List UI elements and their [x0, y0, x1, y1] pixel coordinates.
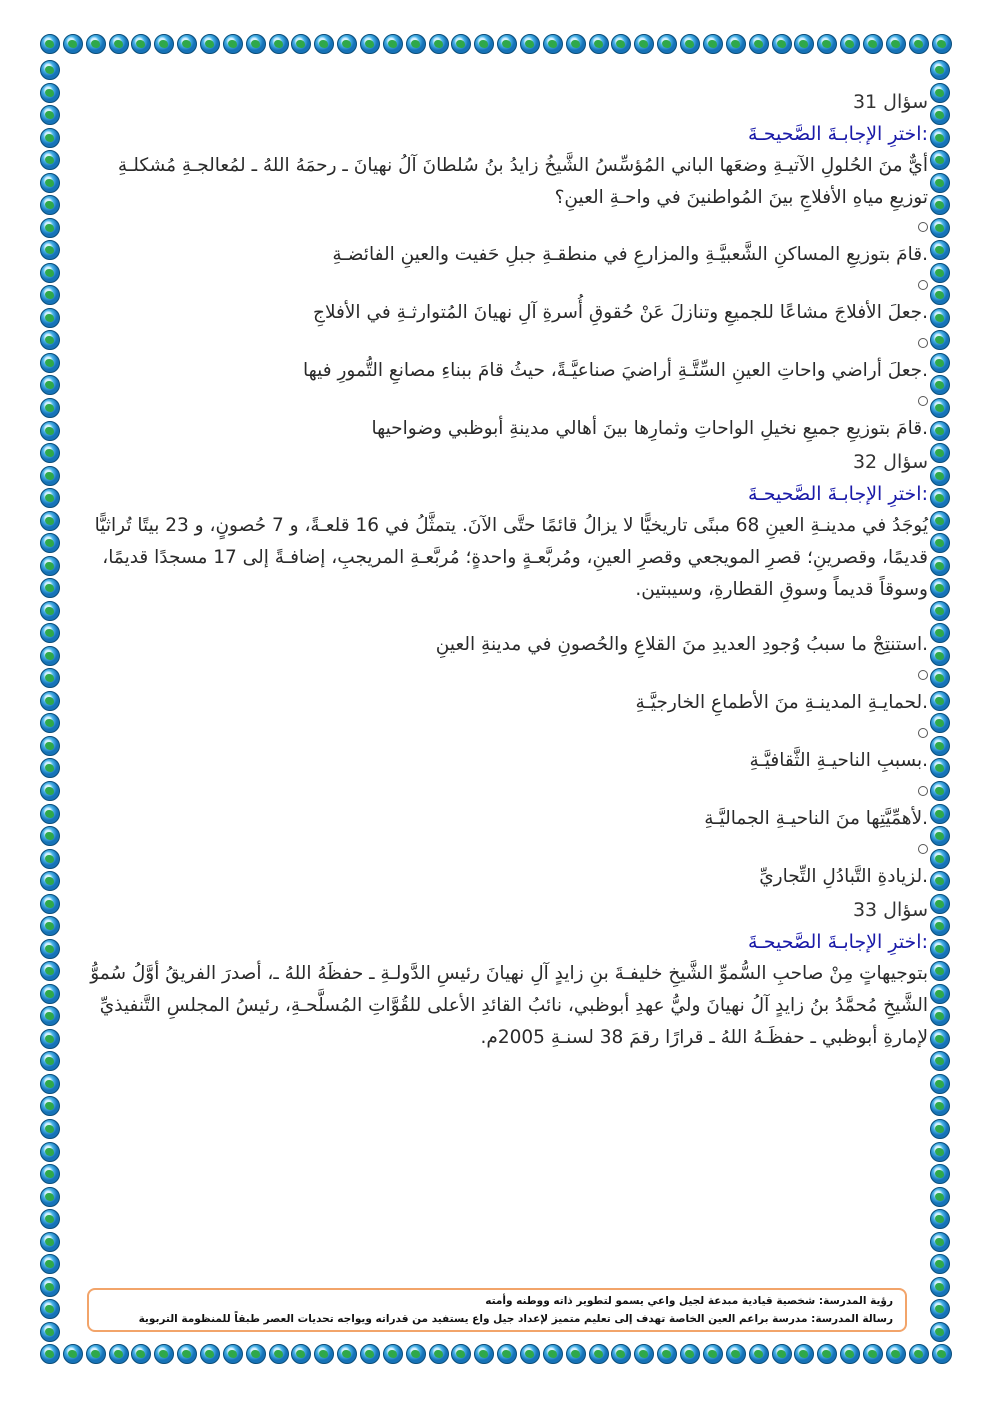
globe-icon	[337, 1344, 357, 1364]
globe-icon	[930, 646, 950, 666]
globe-icon	[930, 1209, 950, 1229]
globe-icon	[886, 1344, 906, 1364]
globe-icon	[657, 34, 677, 54]
globe-icon	[40, 398, 60, 418]
globe-icon	[40, 488, 60, 508]
globe-icon	[680, 1344, 700, 1364]
globe-icon	[611, 1344, 631, 1364]
globe-icon	[40, 1187, 60, 1207]
globe-icon	[909, 34, 929, 54]
globe-icon	[930, 150, 950, 170]
globe-icon	[930, 240, 950, 260]
globe-icon	[474, 1344, 494, 1364]
globe-icon	[930, 195, 950, 215]
globe-icon	[930, 691, 950, 711]
globe-icon	[109, 1344, 129, 1364]
school-footer	[87, 1288, 907, 1332]
globe-icon	[40, 1232, 60, 1252]
globe-icon	[40, 623, 60, 643]
globe-icon	[200, 34, 220, 54]
globe-icon	[40, 1299, 60, 1319]
option-radio[interactable]	[80, 220, 928, 238]
globe-icon	[680, 34, 700, 54]
globe-icon	[930, 601, 950, 621]
globe-icon	[863, 34, 883, 54]
globe-icon	[40, 83, 60, 103]
globe-icon	[930, 1232, 950, 1252]
globe-icon	[40, 1254, 60, 1274]
globe-icon	[930, 713, 950, 733]
question-instruction: :اخترِ الإجابـةَ الصَّحيحـةَ	[748, 123, 928, 145]
globe-icon	[772, 34, 792, 54]
globe-icon	[383, 1344, 403, 1364]
globe-icon	[930, 1254, 950, 1274]
globe-icon	[177, 34, 197, 54]
question-instruction: :اخترِ الإجابـةَ الصَّحيحـةَ	[748, 931, 928, 953]
globe-icon	[40, 984, 60, 1004]
globe-icon	[930, 218, 950, 238]
globe-icon	[40, 758, 60, 778]
globe-icon	[930, 939, 950, 959]
globe-icon	[246, 1344, 266, 1364]
globe-icon	[930, 330, 950, 350]
globe-icon	[703, 1344, 723, 1364]
globe-icon	[930, 1142, 950, 1162]
globe-icon	[40, 849, 60, 869]
globe-icon	[40, 578, 60, 598]
globe-icon	[40, 511, 60, 531]
globe-icon	[360, 1344, 380, 1364]
globe-icon	[40, 1322, 60, 1342]
globe-icon	[589, 1344, 609, 1364]
globe-icon	[40, 668, 60, 688]
globe-icon	[177, 1344, 197, 1364]
globe-icon	[930, 1029, 950, 1049]
globe-icon	[930, 849, 950, 869]
globe-icon	[40, 1074, 60, 1094]
globe-icon	[930, 668, 950, 688]
globe-icon	[930, 1322, 950, 1342]
globe-icon	[40, 894, 60, 914]
globe-icon	[817, 1344, 837, 1364]
globe-icon	[930, 443, 950, 463]
option-radio[interactable]	[80, 726, 928, 744]
option-radio[interactable]	[80, 394, 928, 412]
globe-icon	[930, 871, 950, 891]
globe-icon	[932, 1344, 952, 1364]
globe-icon	[930, 1119, 950, 1139]
globe-icon	[40, 195, 60, 215]
globe-icon	[930, 533, 950, 553]
globe-icon	[40, 285, 60, 305]
globe-icon	[40, 1119, 60, 1139]
globe-icon	[40, 128, 60, 148]
globe-icon	[40, 375, 60, 395]
globe-icon	[40, 240, 60, 260]
globe-icon	[930, 173, 950, 193]
border-left	[40, 60, 62, 1342]
globe-icon	[634, 1344, 654, 1364]
question-stem: يُوجَدُ في مدينـةِ العينِ 68 مبنًى تاريخيًّا لا يزالُ قائمًا حتَّى الآنَ. يتمثَّلُ في 16 قلعـةً، و 7 حُصونٍ، و 23 بيتًا تُراثيًّا قديمًا، وقصرينِ؛ قصرِ المويجعي وقصرِ العينِ، ومُربَّعـةٍ واحدةٍ؛ مُربَّعـةِ المريجبِ، إضافـةً إلى 17 مسجدًا قديمًا، وسوقاً قديماً وسوقِ القطارةِ، وسيبتين.	[94, 515, 928, 600]
globe-icon	[930, 1277, 950, 1297]
globe-icon	[589, 34, 609, 54]
globe-icon	[40, 1142, 60, 1162]
globe-icon	[930, 916, 950, 936]
globe-icon	[40, 1164, 60, 1184]
question-number: سؤال 32	[852, 451, 928, 473]
globe-icon	[930, 1187, 950, 1207]
globe-icon	[930, 623, 950, 643]
globe-icon	[223, 1344, 243, 1364]
globe-icon	[40, 961, 60, 981]
option-radio[interactable]	[80, 842, 928, 860]
globe-icon	[429, 1344, 449, 1364]
globe-icon	[634, 34, 654, 54]
globe-icon	[930, 1051, 950, 1071]
option-radio[interactable]	[80, 784, 928, 802]
worksheet-content	[80, 86, 928, 1054]
globe-icon	[930, 1006, 950, 1026]
question-number: سؤال 33	[852, 899, 928, 921]
globe-icon	[40, 939, 60, 959]
globe-icon	[269, 34, 289, 54]
globe-icon	[314, 34, 334, 54]
globe-icon	[930, 984, 950, 1004]
globe-icon	[930, 1096, 950, 1116]
globe-icon	[86, 1344, 106, 1364]
globe-icon	[291, 34, 311, 54]
question-prompt: .استنتِجْ ما سببُ وُجودِ العديدِ منَ القلاعِ والحُصونِ في مدينةِ العينِ	[435, 634, 928, 655]
globe-icon	[840, 34, 860, 54]
globe-icon	[40, 556, 60, 576]
border-top	[40, 34, 952, 56]
globe-icon	[543, 34, 563, 54]
globe-icon	[40, 308, 60, 328]
globe-icon	[406, 1344, 426, 1364]
globe-icon	[406, 34, 426, 54]
globe-icon	[40, 218, 60, 238]
option-text: .جعلَ الأفلاجَ مشاعًا للجميعِ وتنازلَ عَنْ حُقوقِ أُسرةِ آلِ نهيانَ المُتوارثـةِ في الأفلاجِ	[313, 302, 928, 323]
globe-icon	[930, 105, 950, 125]
option-text: .قامَ بتوزيعِ جميعِ نخيلِ الواحاتِ وثمارِها بينَ أهالي مدينةِ أبوظبي وضواحيها	[371, 418, 928, 439]
globe-icon	[40, 34, 60, 54]
globe-icon	[520, 1344, 540, 1364]
globe-icon	[154, 34, 174, 54]
globe-icon	[930, 285, 950, 305]
school-mission: رسالة المدرسة: مدرسة براعم العين الخاصة تهدف إلى تعليم متميز لإعداد جيل واع يستفيد من قدراته ويواجه تحديات العصر طبقاً للمنظومة التربوية	[138, 1313, 893, 1325]
option-text: .لأهمِّيَّتِها منَ الناحيـةِ الجماليَّـةِ	[704, 808, 928, 829]
question-instruction: :اخترِ الإجابـةَ الصَّحيحـةَ	[748, 483, 928, 505]
globe-icon	[930, 826, 950, 846]
globe-icon	[930, 511, 950, 531]
globe-icon	[930, 398, 950, 418]
globe-icon	[749, 1344, 769, 1364]
question-number: سؤال 31	[852, 91, 928, 113]
globe-icon	[40, 1096, 60, 1116]
globe-icon	[749, 34, 769, 54]
globe-icon	[726, 34, 746, 54]
globe-icon	[451, 1344, 471, 1364]
globe-icon	[291, 1344, 311, 1364]
globe-icon	[40, 443, 60, 463]
globe-icon	[497, 1344, 517, 1364]
globe-icon	[657, 1344, 677, 1364]
globe-icon	[930, 804, 950, 824]
globe-icon	[246, 34, 266, 54]
globe-icon	[909, 1344, 929, 1364]
globe-icon	[200, 1344, 220, 1364]
question-stem: أيٌّ منَ الحُلولِ الآتيـةِ وضعَها الباني المُؤسِّسُ الشَّيخُ زايدُ بنُ سُلطانَ آلُ نهيانَ ـ رحمَهُ اللهُ ـ لمُعالجـةِ مُشكلـةِ توزيعِ مياهِ الأفلاجِ بينَ المُواطنينَ في واحـةِ العينِ؟	[117, 155, 928, 208]
globe-icon	[930, 736, 950, 756]
globe-icon	[40, 353, 60, 373]
globe-icon	[154, 1344, 174, 1364]
globe-icon	[611, 34, 631, 54]
globe-icon	[474, 34, 494, 54]
globe-icon	[40, 1209, 60, 1229]
globe-icon	[566, 34, 586, 54]
globe-icon	[40, 1344, 60, 1364]
globe-icon	[930, 781, 950, 801]
globe-icon	[314, 1344, 334, 1364]
globe-icon	[109, 34, 129, 54]
globe-icon	[40, 173, 60, 193]
globe-icon	[930, 1164, 950, 1184]
globe-icon	[932, 34, 952, 54]
option-radio[interactable]	[80, 278, 928, 296]
globe-icon	[794, 1344, 814, 1364]
globe-icon	[451, 34, 471, 54]
globe-icon	[40, 916, 60, 936]
globe-icon	[63, 34, 83, 54]
globe-icon	[40, 150, 60, 170]
globe-icon	[817, 34, 837, 54]
globe-icon	[930, 961, 950, 981]
border-bottom	[40, 1344, 952, 1366]
globe-icon	[131, 34, 151, 54]
globe-icon	[840, 1344, 860, 1364]
globe-icon	[772, 1344, 792, 1364]
globe-icon	[930, 60, 950, 80]
globe-icon	[566, 1344, 586, 1364]
globe-icon	[86, 34, 106, 54]
globe-icon	[703, 34, 723, 54]
globe-icon	[930, 556, 950, 576]
globe-icon	[40, 1277, 60, 1297]
globe-icon	[337, 34, 357, 54]
globe-icon	[40, 105, 60, 125]
question-31	[80, 86, 928, 446]
globe-icon	[383, 34, 403, 54]
globe-icon	[269, 1344, 289, 1364]
option-text: .بسببِ الناحيـةِ الثَّقافيَّـةِ	[749, 750, 928, 771]
globe-icon	[131, 1344, 151, 1364]
globe-icon	[40, 826, 60, 846]
option-text: .لحمايـةِ المدينـةِ منَ الأطماعِ الخارجيَّـةِ	[635, 692, 928, 713]
option-radio[interactable]	[80, 668, 928, 686]
globe-icon	[543, 1344, 563, 1364]
question-stem: بتوجيهاتٍ مِنْ صاحبِ السُّموِّ الشَّيخِ خليفـةَ بنِ زايدٍ آلِ نهيانَ رئيسِ الدَّولـةِ ـ حفظَهُ اللهُ ـ، أصدرَ الفريقُ أوَّلُ سُموُّ الشَّيخِ مُحمَّدُ بنُ زايدٍ آلُ نهيانَ وليُّ عهدِ أبوظبي، نائبُ القائدِ الأعلى للقُوَّاتِ المُسلَّحـةِ، رئيسُ المجلسِ التَّنفيذيِّ لإمارةِ أبوظبي ـ حفظَـهُ اللهُ ـ قرارًا رقمَ 38 لسنـةِ 2005م.	[90, 963, 928, 1048]
option-text: .قامَ بتوزيعِ المساكنِ الشَّعبيَّـةِ والمزارعِ في منطقـةِ جبلِ حَفيت والعينِ الفائضـةِ	[332, 244, 928, 265]
globe-icon	[930, 488, 950, 508]
globe-icon	[40, 60, 60, 80]
globe-icon	[930, 894, 950, 914]
globe-icon	[40, 466, 60, 486]
globe-icon	[930, 375, 950, 395]
globe-icon	[40, 781, 60, 801]
globe-icon	[40, 1029, 60, 1049]
globe-icon	[40, 1051, 60, 1071]
globe-icon	[40, 736, 60, 756]
globe-icon	[930, 263, 950, 283]
globe-icon	[429, 34, 449, 54]
globe-icon	[930, 578, 950, 598]
school-vision: رؤية المدرسة: شخصية قيادية مبدعة لجيل واعي يسمو لتطوير ذاته ووطنه وأمته	[485, 1295, 893, 1307]
globe-icon	[40, 804, 60, 824]
globe-icon	[930, 758, 950, 778]
globe-icon	[930, 466, 950, 486]
globe-icon	[40, 263, 60, 283]
globe-icon	[930, 1299, 950, 1319]
globe-icon	[40, 691, 60, 711]
globe-icon	[930, 128, 950, 148]
globe-icon	[40, 646, 60, 666]
question-33	[80, 894, 928, 1054]
globe-icon	[40, 871, 60, 891]
globe-icon	[930, 353, 950, 373]
globe-icon	[930, 308, 950, 328]
globe-icon	[886, 34, 906, 54]
globe-icon	[930, 1074, 950, 1094]
globe-icon	[930, 83, 950, 103]
globe-icon	[40, 713, 60, 733]
globe-icon	[223, 34, 243, 54]
globe-icon	[360, 34, 380, 54]
globe-icon	[520, 34, 540, 54]
border-right	[930, 60, 952, 1342]
option-text: .جعلَ أراضي واحاتِ العينِ السِّتَّـةِ أراضيَ صناعيَّـةً، حيثُ قامَ ببناءِ مصانعِ التُّمورِ فيها	[303, 360, 928, 381]
globe-icon	[863, 1344, 883, 1364]
globe-icon	[63, 1344, 83, 1364]
globe-icon	[40, 330, 60, 350]
globe-icon	[794, 34, 814, 54]
globe-icon	[40, 421, 60, 441]
globe-icon	[40, 533, 60, 553]
globe-icon	[497, 34, 517, 54]
globe-icon	[930, 421, 950, 441]
globe-icon	[40, 1006, 60, 1026]
option-radio[interactable]	[80, 336, 928, 354]
question-32	[80, 446, 928, 894]
globe-icon	[40, 601, 60, 621]
option-text: .لزيادةِ التَّبادُلِ التِّجاريِّ	[759, 866, 928, 887]
globe-icon	[726, 1344, 746, 1364]
